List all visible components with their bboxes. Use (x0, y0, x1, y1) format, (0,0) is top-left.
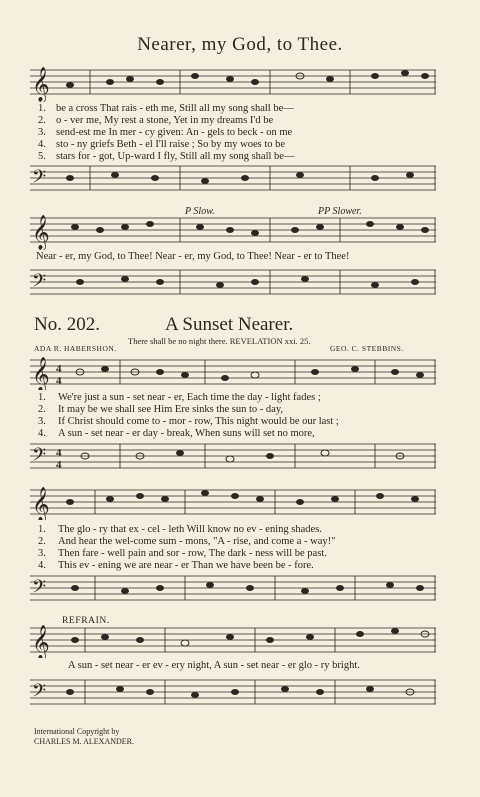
verse-number: 3. (38, 416, 46, 427)
verse-number: 5. (38, 151, 46, 162)
verse-number: 1. (38, 392, 46, 403)
verse-text: This ev - ening we are near - er Than we have been be - fore. (58, 560, 314, 571)
verse-number: 3. (38, 548, 46, 559)
composer-credit: GEO. C. STEBBINS. (330, 344, 404, 353)
bass-staff-5 (30, 672, 436, 712)
verse-text: A sun - set near - er day - break, When suns will set no more, (58, 428, 315, 439)
svg-text:𝄞: 𝄞 (32, 68, 50, 101)
music-staff (30, 64, 436, 102)
bass-staff-3 (30, 436, 436, 476)
verse-line (38, 139, 438, 151)
svg-text:𝄢: 𝄢 (32, 270, 47, 295)
svg-text:4: 4 (56, 459, 62, 471)
svg-text:𝄢: 𝄢 (32, 444, 47, 469)
verse-text: Then fare - well pain and sor - row, The dark - ness will be past. (58, 548, 327, 559)
verse-line (38, 392, 438, 404)
verse-text: We're just a sun - set near - er, Each time the day - light fades ; (58, 392, 321, 403)
verse-text: send-est me In mer - cy given: An - gels to beck - on me (56, 127, 293, 138)
verse-number: 2. (38, 404, 46, 415)
hymn-number: No. 202. (34, 314, 100, 335)
scripture-epigraph: There shall be no night there. REVELATION xxi. 25. (128, 336, 311, 346)
svg-text:𝄞: 𝄞 (32, 358, 50, 390)
treble-staff-5 (30, 622, 436, 658)
refrain-lyric-sunset: A sun - set near - er ev - ery night, A sun - set near - er glo - ry bright. (68, 660, 360, 671)
verse-number: 2. (38, 536, 46, 547)
refrain-label: REFRAIN. (62, 616, 110, 626)
bass-staff-4 (30, 568, 436, 608)
music-staff (30, 622, 436, 658)
svg-text:𝄞: 𝄞 (32, 488, 50, 520)
verse-text: It may be we shall see Him Ere sinks the sun to - day, (58, 404, 284, 415)
verse-line (38, 115, 438, 127)
verse-number: 3. (38, 127, 46, 138)
verse-line (38, 548, 438, 560)
verse-line (38, 536, 438, 548)
music-staff (30, 568, 436, 608)
treble-staff-2 (30, 214, 436, 250)
verse-number: 1. (38, 103, 46, 114)
treble-staff-4 (30, 484, 436, 520)
svg-text:𝄢: 𝄢 (32, 166, 47, 191)
music-staff (30, 354, 436, 390)
verse-number: 4. (38, 428, 46, 439)
hymn-title-sunset: A Sunset Nearer. (165, 314, 294, 335)
svg-text:𝄢: 𝄢 (32, 576, 47, 601)
verse-text: stars for - got, Up-ward I fly, Still all my song shall be— (56, 151, 295, 162)
copyright-line-2: CHARLES M. ALEXANDER. (34, 737, 135, 746)
treble-staff-1 (30, 64, 436, 102)
bass-staff-1 (30, 158, 436, 198)
verse-line (38, 127, 438, 139)
verse-number: 4. (38, 139, 46, 150)
music-staff (30, 262, 436, 302)
dynamic-slow: P Slow. (185, 206, 215, 217)
verse-line (38, 404, 438, 416)
verse-line (38, 416, 438, 428)
svg-text:𝄞: 𝄞 (32, 626, 50, 658)
music-staff (30, 214, 436, 250)
verse-text: sto - ny griefs Beth - el I'll raise ; So by my woes to be (56, 139, 286, 150)
verse-number: 1. (38, 524, 46, 535)
verse-line (38, 524, 438, 536)
music-staff (30, 672, 436, 712)
copyright-line-1: International Copyright by (34, 727, 120, 736)
svg-text:𝄢: 𝄢 (32, 680, 47, 705)
music-staff (30, 436, 436, 476)
verse-number: 2. (38, 115, 46, 126)
verse-text: o - ver me, My rest a stone, Yet in my dreams I'd be (56, 115, 274, 126)
hymn-title-nearer: Nearer, my God, to Thee. (137, 34, 343, 55)
svg-text:𝄞: 𝄞 (32, 216, 50, 249)
verse-text: And hear the wel-come sum - mons, "A - rise, and come a - way!" (58, 536, 336, 547)
copyright-notice (34, 727, 134, 747)
music-staff (30, 158, 436, 198)
dynamic-slower: PP Slower. (318, 206, 362, 217)
svg-text:4: 4 (56, 447, 62, 459)
refrain-lyric-nearer: Near - er, my God, to Thee! Near - er, my God, to Thee! Near - er to Thee! (36, 251, 350, 262)
treble-staff-3 (30, 354, 436, 390)
lyricist-credit: ADA R. HABERSHON. (34, 344, 117, 353)
svg-text:4: 4 (56, 375, 62, 387)
svg-text:4: 4 (56, 363, 62, 375)
verse-line (38, 103, 438, 115)
verse-text: be a cross That rais - eth me, Still all my song shall be— (56, 103, 294, 114)
verse-text: If Christ should come to - mor - row, This night would be our last ; (58, 416, 339, 427)
verse-text: The glo - ry that ex - cel - leth Will know no ev - ening shades. (58, 524, 322, 535)
verse-number: 4. (38, 560, 46, 571)
music-staff (30, 484, 436, 520)
bass-staff-2 (30, 262, 436, 302)
